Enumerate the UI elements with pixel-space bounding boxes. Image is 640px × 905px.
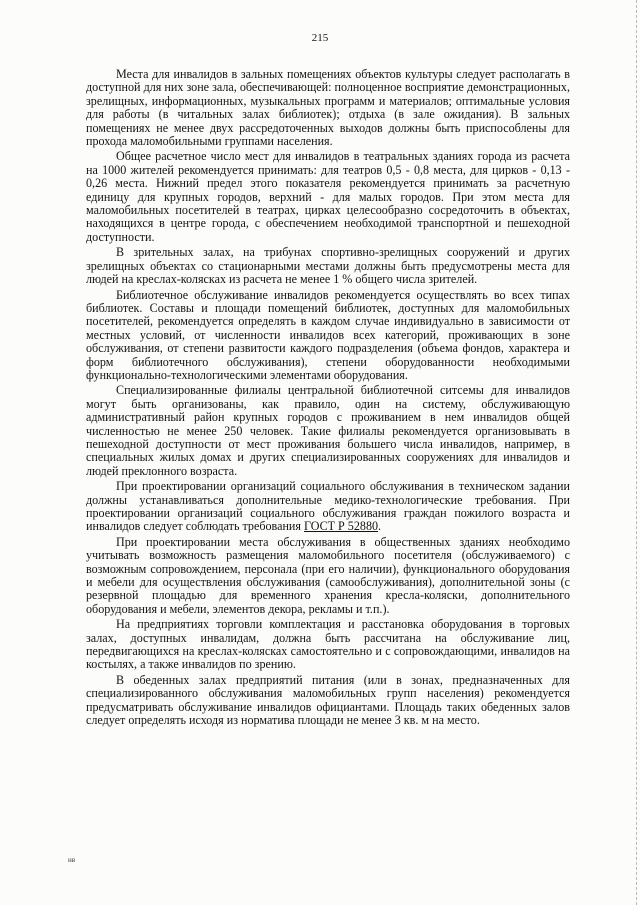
paragraph-library-branches: Специализированные филиалы центральной библиотечной ситсемы для инвалидов могут быть организованы, как правило, один на систему, обслуживающую административный район крупных городов с проживанием в нем инвалидов общей численностью не менее 250 человек. Такие филиалы рекомендуется организовывать в пешеходной доступности от мест проживания большего числа инвалидов, например, в специальных жилых домах и других специализированных сооружениях для инвалидов и людей преклонного возраста. [86, 383, 570, 478]
document-body [86, 68, 570, 730]
paragraph-dining: В обеденных залах предприятий питания (или в зонах, предназначенных для специализированного обслуживания маломобильных групп населения) рекомендуется предусматривать обслуживание инвалидов официантами. Площадь таких обеденных залов следует определять исходя из норматива площади не менее 3 кв. м на место. [86, 672, 570, 728]
page-number: 215 [311, 32, 329, 44]
paragraph-social-services [86, 480, 570, 534]
scan-edge [635, 0, 637, 905]
social-services-text-end: . [378, 519, 382, 534]
paragraph-culture-venues: Места для инвалидов в зальных помещениях объектов культуры следует располагать в доступной для них зоне зала, обеспечивающей: полноценное восприятие демонстрационных, зрелищных, информационных, музыкальных программ и материалов; оптимальные условия для работы (в читальных залах библиотек); отдыха (в зале ожидания). В зальных помещениях не менее двух рассредоточенных выходов должны быть приспособлены для прохода маломобильными группами населения. [86, 67, 570, 149]
paragraph-auditorium-wheelchair: В зрительных залах, на трибунах спортивно-зрелищных сооружений и других зрелищных объектах со стационарными местами должны быть предусмотрены места для людей на креслах-колясках из расчета не менее 1 % общего числа зрителей. [86, 245, 570, 287]
footer-mark: нв [68, 856, 76, 864]
paragraph-library-service: Библиотечное обслуживание инвалидов рекомендуется осуществлять во всех типах библиотек. Составы и площади помещений библиотек, доступных для маломобильных посетителей, рекомендуется определять в каждом случае индивидуально в зависимости от местных условий, от численности инвалидов всех категорий, проживающих в зоне обслуживания, от степени развитости каждого подразделения (объема фондов, характера и форм библиотечного обслуживания), степени оборудованности необходимыми функционально-технологическими элементами оборудования. [86, 287, 570, 382]
paragraph-retail: На предприятиях торговли комплектация и расстановка оборудования в торговых залах, доступных инвалидам, должна быть рассчитана на обслуживание лиц, передвигающихся на креслах-колясках самостоятельно и с сопровождающими, инвалидов на костылях, а также инвалидов по зрению. [86, 617, 570, 672]
paragraph-service-place: При проектировании места обслуживания в общественных зданиях необходимо учитывать возможность размещения маломобильного посетителя (обслуживаемого) с возможным сопровождением, персонала (при его наличии), функционального оборудования и мебели для осуществления обслуживания (самообслуживания), дополнительной зоны (с резервной площадью для временного хранения кресла-коляски, дополнительного оборудования и мебели, элементов декора, рекламы и т.п.). [86, 534, 570, 616]
social-services-text: При проектировании организаций социального обслуживания в техническом задании должны устанавливаться дополнительные медико-технологические требования. При проектировании организаций социального обслуживания граждан пожилого возраста и инвалидов следует соблюдать требования [86, 479, 570, 534]
gost-reference-link[interactable]: ГОСТ Р 52880 [304, 519, 379, 534]
paragraph-theatre-seats: Общее расчетное число мест для инвалидов в театральных зданиях города из расчета на 1000 жителей рекомендуется принимать: для театров 0,5 - 0,8 места, для цирков - 0,13 - 0,26 места. Нижний предел этого показателя рекомендуется принимать за расчетную единицу для крупных городов, верхний - для малых городов. При этом места для маломобильных посетителей в театрах, цирках целесообразно сосредоточить в объектах, находящихся в центре города, с обеспечением необходимой транспортной и пешеходной доступности. [86, 149, 570, 244]
